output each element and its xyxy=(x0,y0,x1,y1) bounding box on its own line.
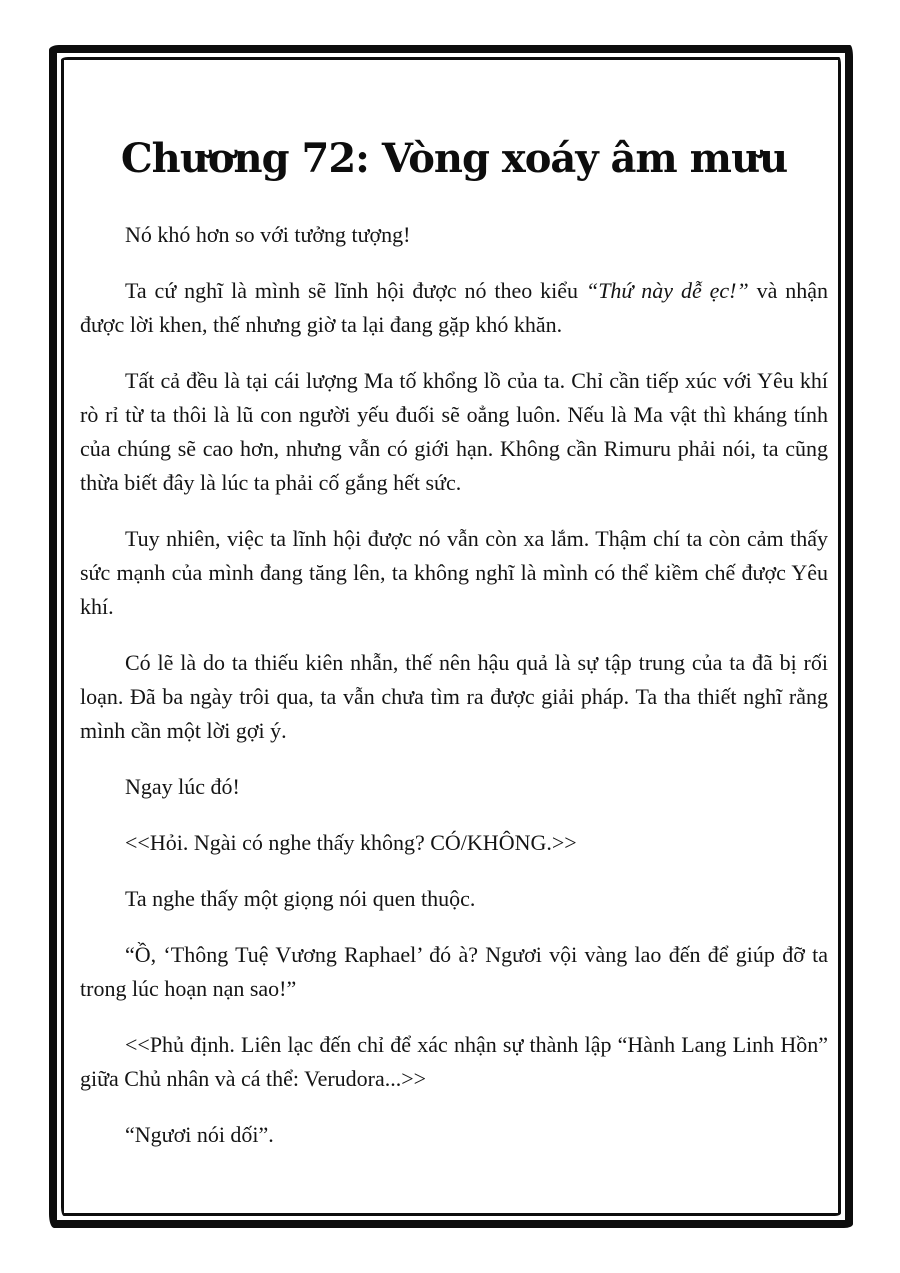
chapter-title: Chương 72: Vòng xoáy âm mưu xyxy=(120,135,788,182)
decorative-inner-frame xyxy=(61,57,841,1216)
paragraph-3: Tất cả đều là tại cái lượng Ma tố khổng lồ của ta. Chỉ cần tiếp xúc với Yêu khí rò rỉ từ ta thôi là lũ con người yếu đuối sẽ oẳng luôn. Nếu là Ma vật thì kháng tính của chúng sẽ cao hơn, nhưng vẫn có giới hạn. Không cần Rimuru phải nói, ta cũng thừa biết đây là lúc ta phải cố gắng hết sức. xyxy=(80,368,828,495)
page-content xyxy=(64,60,838,1213)
paragraph-7-skill-dialogue: <<Hỏi. Ngài có nghe thấy không? CÓ/KHÔNG.>> xyxy=(125,830,577,855)
chapter-body xyxy=(80,218,828,1152)
paragraph-10-skill-dialogue: <<Phủ định. Liên lạc đến chỉ để xác nhận sự thành lập “Hành Lang Linh Hồn” giữa Chủ nhân và cá thể: Verudora...>> xyxy=(80,1032,828,1091)
paragraph-1: Nó khó hơn so với tưởng tượng! xyxy=(125,222,411,247)
paragraph-2-post: và nhận được lời khen, thế nhưng giờ ta lại đang gặp khó khăn. xyxy=(80,278,829,337)
paragraph-6: Ngay lúc đó! xyxy=(125,774,240,799)
paragraph-8: Ta nghe thấy một giọng nói quen thuộc. xyxy=(125,886,476,911)
paragraph-2-italic-quote: “Thứ này dễ ẹc!” xyxy=(585,278,749,303)
paragraph-9-speech: “Ồ, ‘Thông Tuệ Vương Raphael’ đó à? Ngươi vội vàng lao đến để giúp đỡ ta trong lúc hoạn nạn sao!” xyxy=(80,942,828,1001)
paragraph-5: Có lẽ là do ta thiếu kiên nhẫn, thế nên hậu quả là sự tập trung của ta đã bị rối loạn. Đã ba ngày trôi qua, ta vẫn chưa tìm ra được giải pháp. Ta tha thiết nghĩ rằng mình cần một lời gợi ý. xyxy=(80,650,828,743)
paragraph-11-speech: “Ngươi nói dối”. xyxy=(125,1122,274,1147)
paragraph-2-pre: Ta cứ nghĩ là mình sẽ lĩnh hội được nó theo kiểu xyxy=(125,278,586,303)
paragraph-2 xyxy=(80,274,828,342)
decorative-outer-frame xyxy=(49,45,853,1228)
paragraph-4: Tuy nhiên, việc ta lĩnh hội được nó vẫn còn xa lắm. Thậm chí ta còn cảm thấy sức mạnh của mình đang tăng lên, ta không nghĩ là mình có thể kiềm chế được Yêu khí. xyxy=(80,526,828,619)
